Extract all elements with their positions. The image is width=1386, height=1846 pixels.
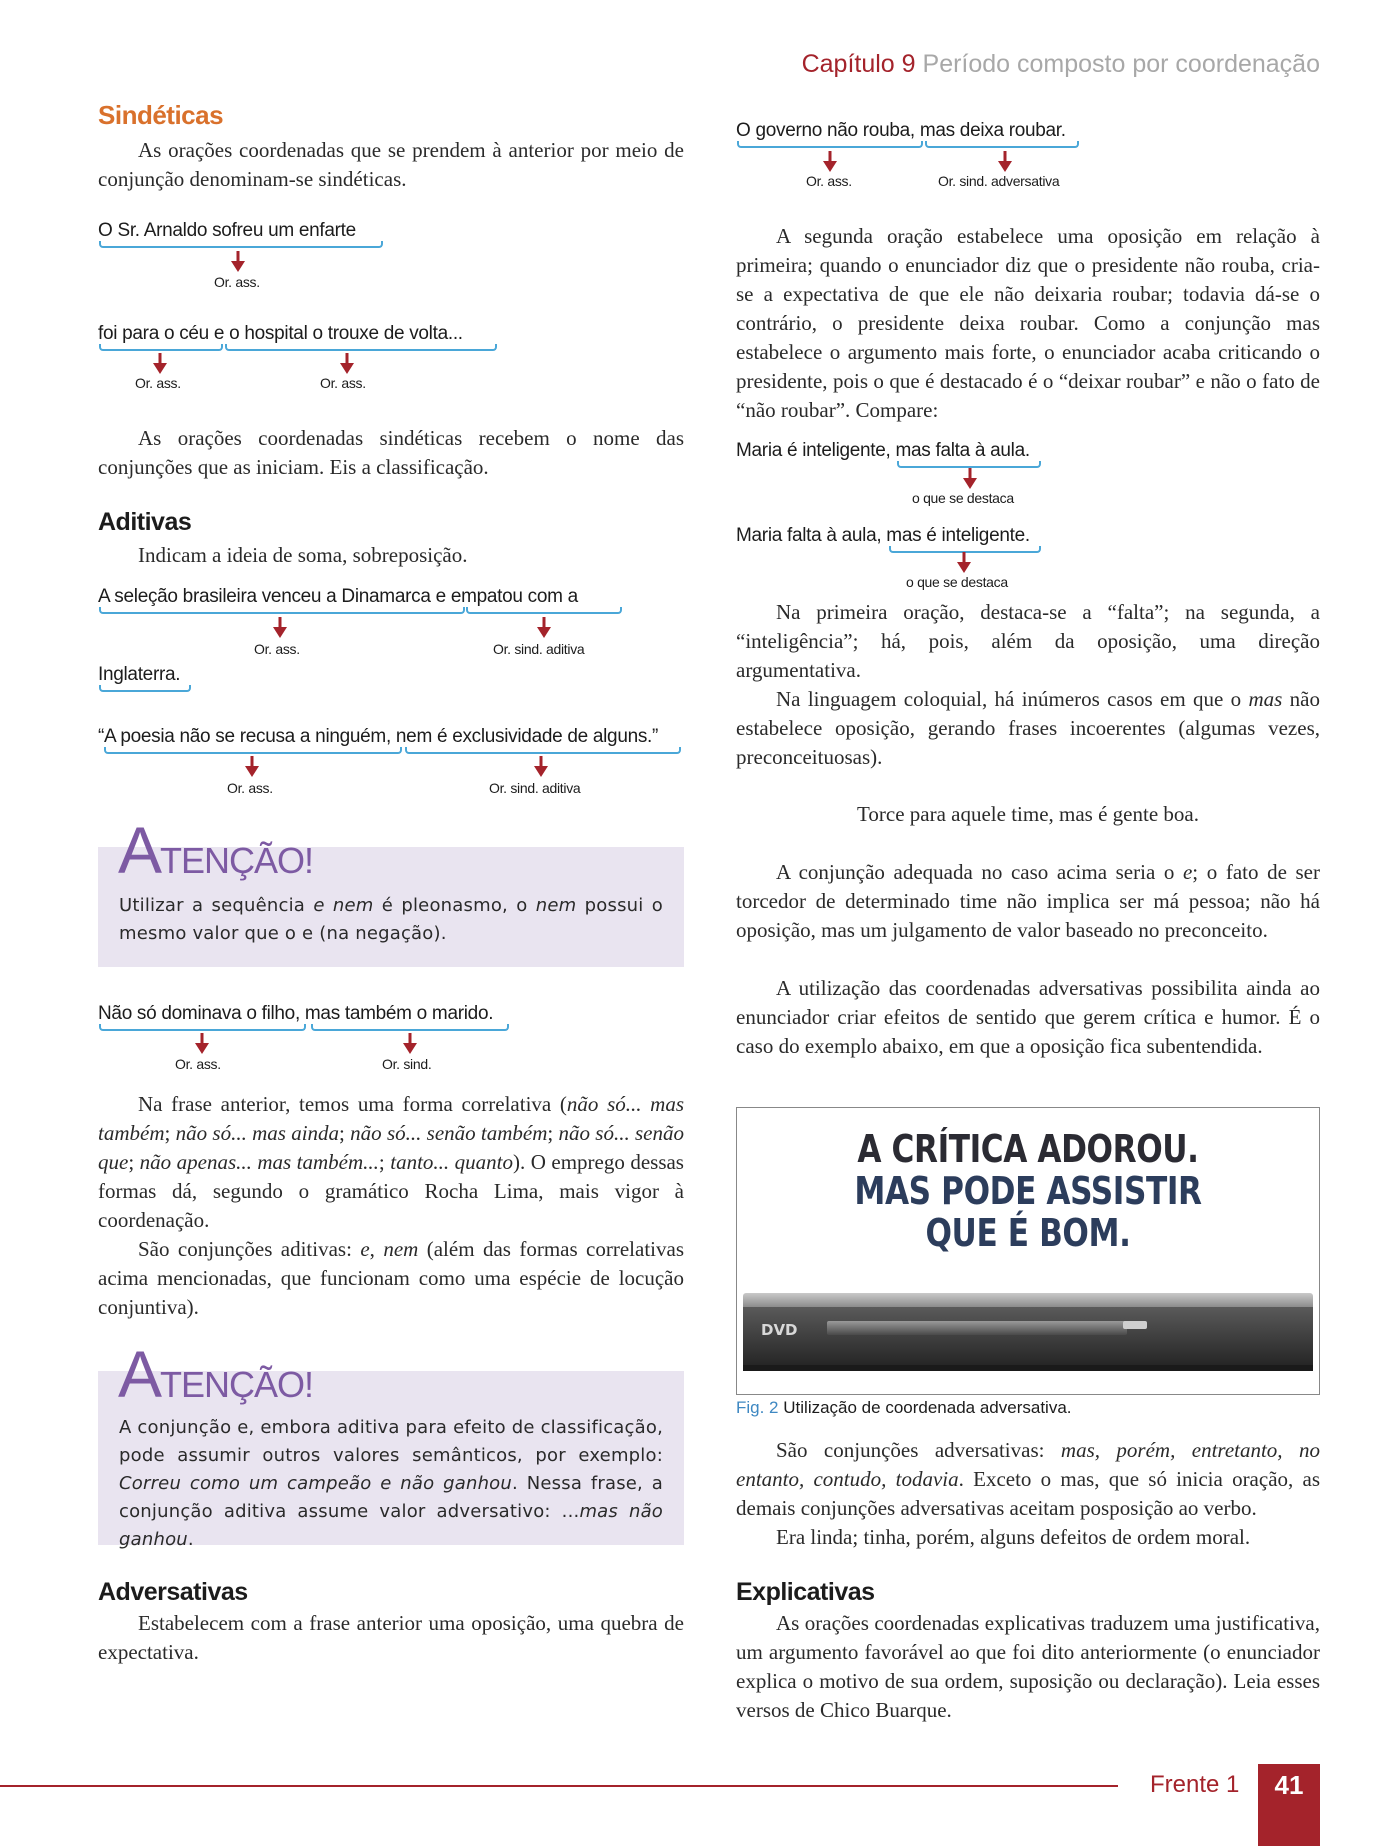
paragraph-destaque: Na primeira oração, destaca-se a “falta”; na segunda, a “inteligência”; há, pois, além da oposição, uma direção argumentativa. [736, 600, 1320, 682]
down-arrow-icon [963, 468, 977, 490]
attention-title-2: ATENÇÃO! [118, 1337, 314, 1411]
paragraph-aditivas-intro: Indicam a ideia de soma, sobreposição. [138, 543, 468, 567]
down-arrow-icon [823, 151, 837, 173]
paragraph-sindeticas-intro: As orações coordenadas que se prendem à anterior por meio de conjunção denominam-se sindéticas. [98, 138, 684, 191]
example-sentence-selecao-cont: Inglaterra. [98, 664, 181, 685]
clause-label: Or. sind. adversativa [938, 173, 1060, 189]
clause-label: Or. ass. [320, 375, 366, 391]
section-title-adversativas: Adversativas [98, 1578, 248, 1606]
down-arrow-icon [153, 353, 167, 375]
clause-label: Or. ass. [806, 173, 852, 189]
dvd-label: DVD [761, 1321, 798, 1339]
example-sentence-poesia: “A poesia não se recusa a ninguém, nem é exclusividade de alguns.” [98, 726, 659, 747]
down-arrow-icon [537, 617, 551, 639]
ad-headline-1: A CRÍTICA ADOROU. [857, 1127, 1199, 1171]
clause-label: Or. ass. [254, 641, 300, 657]
paragraph-classification: As orações coordenadas sindéticas recebem o nome das conjunções que as iniciam. Eis a classificação. [98, 426, 684, 479]
figure-caption-text: Utilização de coordenada adversativa. [783, 1398, 1072, 1417]
clause-label: Or. sind. aditiva [493, 641, 585, 657]
paragraph-conjuncao-adequada: A conjunção adequada no caso acima seria o e; o fato de ser torcedor de determinado time não implica ser má pessoa; não há oposição, mas um julgamento de valor baseado no preconceito. [736, 860, 1320, 942]
example-sentence-arnaldo-2: foi para o céu e o hospital o trouxe de volta... [98, 323, 463, 344]
figure-caption [736, 1398, 1072, 1418]
section-title-explicativas: Explicativas [736, 1578, 875, 1606]
down-arrow-icon [231, 251, 245, 273]
paragraph-conjuncoes-adversativas: São conjunções adversativas: mas, porém, entretanto, no entanto, contudo, todavia. Exceto o mas, que só inicia oração, as demais conjunções adversativas aceitam posposição ao verbo. [736, 1438, 1321, 1520]
highlight-label: o que se destaca [906, 574, 1008, 590]
clause-brace [99, 1024, 306, 1031]
highlight-label: o que se destaca [912, 490, 1014, 506]
example-sentence-arnaldo-1: O Sr. Arnaldo sofreu um enfarte [98, 220, 356, 241]
paragraph-adversativas-intro: Estabelecem com a frase anterior uma oposição, uma quebra de expectativa. [98, 1611, 684, 1664]
footer-rule [0, 1785, 1118, 1787]
clause-brace [311, 1024, 509, 1031]
down-arrow-icon [403, 1033, 417, 1055]
clause-label: Or. ass. [135, 375, 181, 391]
clause-brace [737, 141, 923, 148]
example-sentence-nao-so: Não só dominava o filho, mas também o marido. [98, 1003, 494, 1024]
clause-brace [897, 461, 1041, 468]
clause-label: Or. ass. [214, 274, 260, 290]
clause-label: Or. sind. aditiva [489, 780, 581, 796]
paragraph-correlativa: Na frase anterior, temos uma forma correlativa (não só... mas também; não só... mas ainda; não só... senão também; não só... senão que; não apenas... mas também...; tanto... quanto). O emprego dessas formas dá, segundo o gramático Rocha Lima, mais vigor à coordenação. [98, 1092, 685, 1232]
clause-brace [104, 747, 402, 754]
clause-brace [99, 241, 383, 248]
attention-title-1: ATENÇÃO! [118, 813, 314, 887]
paragraph-efeitos-sentido: A utilização das coordenadas adversativas possibilita ainda ao enunciador criar efeitos de sentido que gerem crítica e humor. É o caso do exemplo abaixo, em que a oposição fica subentendida. [736, 976, 1320, 1058]
example-sentence-selecao: A seleção brasileira venceu a Dinamarca e empatou com a [98, 586, 578, 607]
down-arrow-icon [195, 1033, 209, 1055]
down-arrow-icon [273, 617, 287, 639]
page-number: 41 [1274, 1770, 1304, 1800]
clause-brace [466, 607, 622, 614]
section-title-sindeticas: Sindéticas [98, 100, 224, 130]
attention-text-1: Utilizar a sequência e nem é pleonasmo, o nem possui o mesmo valor que o e (na negação). [119, 895, 663, 944]
example-sentence-maria-2: Maria falta à aula, mas é inteligente. [736, 525, 1030, 546]
down-arrow-icon [998, 151, 1012, 173]
clause-label: Or. sind. [382, 1056, 432, 1072]
example-sentence-maria-1: Maria é inteligente, mas falta à aula. [736, 440, 1030, 461]
page-number-badge [1258, 1764, 1320, 1846]
dvd-player-image [743, 1293, 1313, 1383]
ad-headline-3: QUE É BOM. [925, 1211, 1131, 1255]
clause-brace [99, 344, 223, 351]
paragraph-oposicao: A segunda oração estabelece uma oposição em relação à primeira; quando o enunciador diz que o presidente não rouba, cria-se a expectativa de que ele não deixaria roubar; todavia dá-se o contrário, o presidente deixa roubar. Como a conjunção mas estabelece o argumento mais forte, o enunciador acaba criticando o presidente, pois o que é destacado é o “deixar roubar” e não o fato de “não roubar”. Compare: [736, 224, 1320, 422]
down-arrow-icon [340, 353, 354, 375]
clause-brace [225, 344, 497, 351]
down-arrow-icon [245, 756, 259, 778]
paragraph-coloquial: Na linguagem coloquial, há inúmeros casos em que o mas não estabelece oposição, gerando frases incoerentes (algumas vezes, preconceituosas). [736, 687, 1321, 769]
clause-brace [99, 685, 191, 692]
attention-text-2: A conjunção e, embora aditiva para efeito de classificação, pode assumir outros valores semânticos, por exemplo: Correu como um campeão e não ganhou. Nessa frase, a conjunção aditiva assume valor adversativo: ...mas não ganhou. [119, 1417, 664, 1550]
paragraph-explicativas: As orações coordenadas explicativas traduzem uma justificativa, um argumento favorável ao que foi dito anteriormente (o enunciador explica o motivo de sua ordem, suposição ou declaração). Leia esses versos de Chico Buarque. [736, 1611, 1320, 1722]
paragraph-conjuncoes-aditivas: São conjunções aditivas: e, nem (além das formas correlativas acima mencionadas, que funcionam como uma espécie de locução conjuntiva). [98, 1237, 685, 1319]
example-sentence-governo: O governo não rouba, mas deixa roubar. [736, 120, 1066, 141]
clause-label: Or. ass. [227, 780, 273, 796]
example-torce: Torce para aquele time, mas é gente boa. [857, 802, 1199, 826]
clause-label: Or. ass. [175, 1056, 221, 1072]
clause-brace [925, 141, 1079, 148]
clause-brace [99, 607, 465, 614]
advertisement-figure [736, 1107, 1320, 1395]
chapter-number: Capítulo 9 [801, 50, 916, 78]
footer-section: Frente 1 [1150, 1771, 1240, 1798]
example-era-linda: Era linda; tinha, porém, alguns defeitos de ordem moral. [776, 1525, 1251, 1549]
down-arrow-icon [957, 552, 971, 574]
ad-headline-2: MAS PODE ASSISTIR [854, 1169, 1202, 1213]
section-title-aditivas: Aditivas [98, 508, 192, 536]
chapter-title: Período composto por coordenação [922, 50, 1320, 78]
figure-number: Fig. 2 [736, 1398, 779, 1417]
chapter-header [802, 50, 1320, 79]
clause-brace [405, 747, 681, 754]
down-arrow-icon [534, 756, 548, 778]
